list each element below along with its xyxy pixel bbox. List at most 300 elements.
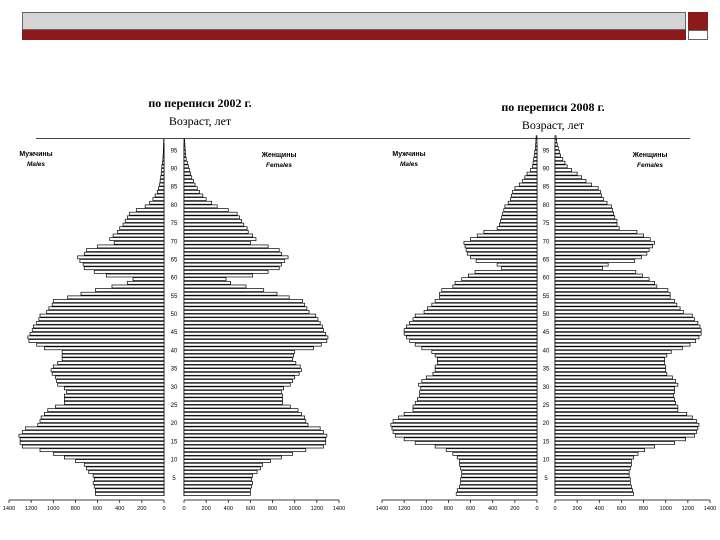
p2002-female-bar: [184, 270, 268, 273]
p2002-male-bar: [83, 263, 164, 266]
p2008-male-bar: [466, 249, 537, 252]
p2008-female-bar: [555, 194, 602, 197]
p2008-male-bar: [536, 139, 537, 142]
p2002-female-x-tick-label: 1400: [332, 506, 346, 512]
p2002-male-x-tick-label: 800: [70, 506, 81, 512]
p2008-male-bar: [453, 452, 537, 455]
p2008-female-bar: [555, 350, 671, 353]
p2002-female-bar: [184, 223, 244, 226]
p2002-female-bar: [184, 445, 324, 448]
p2002-female-bar: [184, 256, 288, 259]
p2002-age-tick-label: 5: [172, 475, 176, 482]
p2008-male-bar: [395, 434, 537, 437]
p2008-male-bar: [534, 154, 537, 157]
p2002-female-bar: [184, 187, 197, 190]
p2008-age-tick-label: 75: [542, 221, 550, 228]
p2002-age-tick-label: 70: [170, 239, 178, 246]
p2002-male-bar: [39, 318, 164, 321]
p2002-male-bar: [19, 434, 164, 437]
p2008-male-bar: [421, 387, 537, 390]
p2008-female-bar: [555, 478, 630, 481]
p2002-male-bar: [22, 431, 164, 434]
p2002-male-bar: [110, 238, 164, 241]
p2002-female-bar: [184, 172, 191, 175]
p2002-male-bar: [160, 183, 164, 186]
p2008-male-bar: [519, 183, 537, 186]
p2002-female-bar: [184, 332, 326, 335]
p2008-female-bar: [555, 489, 633, 492]
p2002-female-bar: [184, 405, 290, 408]
p2002-female-bar: [184, 274, 253, 277]
p2002-male-bar: [81, 292, 164, 295]
p2008-age-tick-label: 70: [542, 239, 550, 246]
p2008-male-bar: [533, 161, 537, 164]
p2002-female-bar: [184, 492, 250, 495]
p2008-male-bar: [464, 241, 537, 244]
p2008-female-bar: [555, 172, 577, 175]
p2008-male-bar: [410, 340, 537, 343]
p2008-male-x-tick-label: 1400: [375, 506, 389, 512]
p2008-female-x-tick-label: 1200: [681, 506, 695, 512]
p2002-male-bar: [114, 241, 164, 244]
p2002-male-bar: [80, 259, 164, 262]
p2008-female-bar: [555, 467, 630, 470]
p2002-male-bar: [95, 492, 164, 495]
p2008-male-bar: [435, 369, 537, 372]
p2002-male-bar: [162, 169, 164, 172]
p2002-female-bar: [184, 267, 279, 270]
p2008-male-x-tick-label: 1000: [420, 506, 433, 512]
p2002-female-bar: [184, 347, 314, 350]
p2008-male-bar: [420, 391, 537, 394]
p2008-female-bar: [555, 449, 645, 452]
p2008-male-x-tick-label: 200: [510, 506, 520, 512]
p2008-female-bar: [555, 245, 652, 248]
p2002-female-bar: [184, 481, 253, 484]
p2008-female-bar: [555, 136, 556, 139]
p2008-female-bar: [555, 438, 686, 441]
p2002-male-bar: [64, 456, 164, 459]
p2008-male-bar: [525, 176, 537, 179]
p2002-male-bar: [161, 176, 164, 179]
p2008-male-bar: [424, 310, 537, 313]
p2002-female-bar: [184, 321, 320, 324]
p2008-female-bar: [555, 300, 675, 303]
p2008-male-bar: [468, 274, 537, 277]
p2008-male-bar: [461, 481, 537, 484]
p2008-male-bar: [393, 431, 537, 434]
p2002-female-bar: [184, 409, 298, 412]
p2002-female-bar: [184, 460, 270, 463]
right-subtitle: Возраст, лет: [521, 118, 585, 132]
p2002-male-bar: [87, 467, 165, 470]
p2002-age-tick-label: 65: [170, 257, 178, 264]
p2008-male-bar: [460, 485, 538, 488]
p2008-female-bar: [555, 463, 631, 466]
p2002-female-bar: [184, 452, 293, 455]
p2002-male-bar: [20, 441, 164, 444]
p2008-male-bar: [460, 463, 538, 466]
p2002-female-bar: [184, 230, 248, 233]
p2002-male-bar: [40, 449, 164, 452]
p2008-age-tick-label: 95: [542, 148, 550, 155]
p2008-female-bar: [555, 190, 600, 193]
right-title: по переписи 2008 г.: [501, 100, 605, 114]
p2008-female-bar: [555, 372, 667, 375]
p2002-male-bar: [150, 201, 164, 204]
p2008-female-bar: [555, 485, 631, 488]
p2008-female-bar: [555, 420, 697, 423]
p2002-male-bar: [75, 460, 164, 463]
p2008-female-bar: [555, 369, 666, 372]
p2008-female-bar: [555, 445, 655, 448]
p2002-male-bar: [40, 420, 164, 423]
p2008-female-bar: [555, 481, 630, 484]
p2008-male-bar: [437, 358, 537, 361]
p2008-male-bar: [406, 336, 537, 339]
p2008-male-bar: [527, 172, 537, 175]
p2002-female-bar: [184, 412, 301, 415]
p2008-male-bar: [393, 420, 537, 423]
p2002-male-bar: [58, 361, 164, 364]
p2002-female-bar: [184, 161, 187, 164]
p2008-male-bar: [404, 412, 537, 415]
p2008-age-tick-label: 80: [542, 202, 550, 209]
p2008-female-bar: [555, 318, 695, 321]
p2002-males-label-en: Males: [26, 161, 46, 168]
p2008-female-bar: [555, 474, 629, 477]
p2008-female-bar: [555, 340, 696, 343]
p2008-female-bar: [555, 354, 667, 357]
p2008-male-bar: [415, 343, 537, 346]
p2008-male-bar: [484, 230, 537, 233]
p2002-male-bar: [155, 194, 164, 197]
p2008-female-bar: [555, 398, 675, 401]
p2002-female-bar: [184, 434, 327, 437]
p2002-male-bar: [89, 471, 164, 474]
p2008-female-bar: [555, 289, 668, 292]
p2008-male-bar: [536, 143, 537, 146]
p2002-male-bar: [94, 478, 164, 481]
p2008-male-bar: [461, 467, 537, 470]
p2002-female-bar: [184, 361, 296, 364]
p2002-female-bar: [184, 307, 307, 310]
p2002-female-bar: [184, 372, 299, 375]
p2008-female-x-tick-label: 600: [616, 506, 627, 512]
p2008-male-bar: [419, 383, 537, 386]
p2002-female-bar: [184, 194, 203, 197]
p2008-female-bar: [555, 365, 666, 368]
p2002-male-bar: [136, 209, 164, 212]
p2002-male-bar: [48, 409, 164, 412]
p2008-male-bar: [475, 270, 537, 273]
p2002-male-bar: [67, 391, 164, 394]
p2008-female-bar: [555, 267, 603, 270]
p2008-female-bar: [555, 387, 675, 390]
p2008-male-bar: [435, 354, 537, 357]
p2002-male-bar: [133, 278, 164, 281]
p2008-female-bar: [555, 198, 604, 201]
p2008-female-bar: [555, 209, 613, 212]
p2002-male-x-tick-label: 1000: [47, 506, 60, 512]
p2008-male-bar: [504, 209, 537, 212]
p2002-male-bar: [53, 300, 164, 303]
p2008-female-bar: [555, 427, 698, 430]
p2008-female-bar: [555, 230, 637, 233]
p2002-female-bar: [184, 369, 301, 372]
p2002-female-bar: [184, 278, 226, 281]
p2002-male-bar: [62, 358, 164, 361]
p2008-male-bar: [410, 321, 537, 324]
p2008-male-bar: [476, 259, 537, 262]
p2002-female-bar: [184, 190, 200, 193]
p2002-male-bar: [57, 380, 164, 383]
p2002-female-bar: [184, 176, 192, 179]
p2002-female-bar: [184, 300, 302, 303]
p2008-male-bar: [535, 147, 537, 150]
p2008-male-bar: [536, 136, 537, 139]
p2008-male-bar: [435, 445, 537, 448]
p2002-female-bar: [184, 241, 250, 244]
p2002-female-x-tick-label: 0: [182, 506, 186, 512]
p2008-male-bar: [426, 376, 537, 379]
p2008-female-bar: [555, 256, 641, 259]
p2008-male-bar: [477, 234, 537, 237]
p2008-age-tick-label: 65: [542, 257, 550, 264]
p2008-female-bar: [555, 409, 678, 412]
p2008-male-bar: [533, 165, 537, 168]
p2008-male-bar: [510, 198, 537, 201]
p2008-female-bar: [555, 238, 650, 241]
p2002-male-bar: [87, 249, 165, 252]
p2008-male-bar: [515, 187, 537, 190]
left-title: по переписи 2002 г.: [148, 96, 252, 110]
p2008-female-bar: [555, 139, 557, 142]
p2002-male-bar: [94, 270, 164, 273]
p2008-female-bar: [555, 416, 692, 419]
p2002-male-bar: [64, 401, 164, 404]
p2008-male-bar: [433, 372, 537, 375]
p2002-female-bar: [184, 350, 295, 353]
p2002-female-bar: [184, 252, 281, 255]
p2002-male-bar: [120, 227, 164, 230]
p2008-male-bar: [413, 405, 537, 408]
p2008-male-bar: [440, 292, 537, 295]
p2008-male-bar: [413, 318, 537, 321]
p2008-age-tick-label: 40: [542, 348, 550, 355]
p2008-female-bar: [555, 259, 635, 262]
p2002-male-bar: [68, 296, 164, 299]
p2002-male-bar: [157, 190, 164, 193]
p2002-age-tick-label: 25: [170, 403, 178, 410]
p2002-male-bar: [58, 383, 164, 386]
p2002-male-bar: [62, 354, 164, 357]
p2002-female-x-tick-label: 1200: [310, 506, 324, 512]
p2008-male-bar: [415, 314, 537, 317]
p2008-female-bar: [555, 347, 682, 350]
p2008-male-bar: [392, 427, 537, 430]
p2008-female-x-tick-label: 1000: [659, 506, 672, 512]
p2008-male-bar: [513, 190, 537, 193]
p2002-female-bar: [184, 358, 293, 361]
p2008-male-bar: [455, 281, 537, 284]
p2008-male-bar: [462, 278, 537, 281]
p2002-female-bar: [184, 471, 257, 474]
p2002-female-bar: [184, 340, 327, 343]
p2008-female-bar: [555, 234, 644, 237]
p2002-female-bar: [184, 325, 322, 328]
p2008-age-tick-label: 50: [542, 312, 550, 319]
p2002-female-bar: [184, 485, 252, 488]
p2008-female-bar: [555, 161, 565, 164]
p2002-female-x-tick-label: 800: [267, 506, 278, 512]
p2008-female-bar: [555, 212, 614, 215]
p2002-male-bar: [93, 481, 164, 484]
p2002-age-tick-label: 20: [170, 421, 178, 428]
p2002-female-bar: [184, 245, 268, 248]
p2002-female-bar: [184, 158, 186, 161]
p2008-male-bar: [440, 296, 537, 299]
p2008-female-bar: [555, 332, 701, 335]
p2008-male-bar: [465, 245, 537, 248]
p2008-female-x-tick-label: 1400: [703, 506, 717, 512]
p2008-female-bar: [555, 380, 676, 383]
p2008-female-bar: [555, 296, 670, 299]
p2002-female-bar: [184, 401, 283, 404]
p2002-male-bar: [38, 423, 164, 426]
p2008-male-bar: [500, 219, 537, 222]
p2008-female-bar: [555, 143, 557, 146]
p2002-male-bar: [53, 452, 164, 455]
p2008-male-bar: [422, 347, 537, 350]
p2002-female-bar: [184, 467, 260, 470]
p2002-age-tick-label: 90: [170, 166, 178, 173]
p2002-female-bar: [184, 416, 305, 419]
p2008-female-bar: [555, 343, 690, 346]
p2002-male-bar: [113, 234, 164, 237]
p2008-female-bar: [555, 201, 607, 204]
p2002-male-bar: [20, 438, 164, 441]
p2002-male-bar: [163, 154, 164, 157]
p2002-age-tick-label: 35: [170, 366, 178, 373]
p2008-male-bar: [404, 332, 537, 335]
p2002-female-bar: [184, 463, 263, 466]
p2008-female-bar: [555, 336, 699, 339]
p2002-male-bar: [29, 340, 164, 343]
p2002-male-bar: [37, 343, 164, 346]
p2002-female-bar: [184, 478, 252, 481]
p2002-male-bar: [106, 274, 164, 277]
p2002-male-bar: [64, 394, 164, 397]
p2008-female-bar: [555, 471, 629, 474]
p2002-age-tick-label: 30: [170, 384, 178, 391]
p2002-age-tick-label: 40: [170, 348, 178, 355]
p2002-male-bar: [28, 336, 164, 339]
p2008-male-bar: [534, 158, 537, 161]
p2002-male-x-tick-label: 1200: [24, 506, 38, 512]
p2008-male-bar: [471, 238, 537, 241]
p2002-female-bar: [184, 376, 295, 379]
p2002-female-bar: [184, 292, 277, 295]
p2008-male-bar: [415, 441, 537, 444]
p2008-female-bar: [555, 329, 701, 332]
p2002-female-bar: [184, 139, 185, 142]
p2002-female-x-tick-label: 1000: [288, 506, 301, 512]
p2002-female-bar: [184, 219, 242, 222]
p2008-age-tick-label: 60: [542, 275, 550, 282]
p2008-male-bar: [530, 169, 537, 172]
p2008-male-bar: [467, 252, 537, 255]
p2008-female-bar: [555, 187, 598, 190]
p2008-female-bar: [555, 452, 638, 455]
p2002-age-tick-label: 55: [170, 293, 178, 300]
p2008-male-bar: [462, 474, 537, 477]
p2008-male-bar: [502, 216, 537, 219]
p2008-female-bar: [555, 310, 683, 313]
p2008-age-tick-label: 90: [542, 166, 550, 173]
p2008-male-bar: [391, 423, 537, 426]
p2008-female-bar: [555, 274, 642, 277]
p2008-age-tick-label: 15: [542, 439, 550, 446]
p2008-male-bar: [471, 256, 537, 259]
p2002-female-bar: [184, 183, 195, 186]
p2008-female-bar: [555, 325, 700, 328]
p2008-male-bar: [442, 289, 537, 292]
p2002-female-bar: [184, 209, 228, 212]
p2008-female-bar: [555, 292, 670, 295]
p2002-male-x-tick-label: 400: [115, 506, 125, 512]
p2002-male-bar: [163, 147, 164, 150]
p2008-female-bar: [555, 278, 649, 281]
p2008-female-bar: [555, 241, 655, 244]
p2008-male-bar: [460, 460, 538, 463]
p2008-male-bar: [499, 223, 537, 226]
p2002-male-bar: [49, 307, 164, 310]
p2002-male-bar: [32, 329, 164, 332]
p2002-female-bar: [184, 394, 283, 397]
p2008-male-bar: [446, 449, 537, 452]
p2002-female-x-tick-label: 400: [223, 506, 233, 512]
p2008-female-bar: [555, 303, 677, 306]
p2008-male-x-tick-label: 600: [465, 506, 476, 512]
p2008-male-bar: [437, 361, 537, 364]
p2008-female-bar: [555, 252, 647, 255]
p2002-male-bar: [158, 187, 164, 190]
p2008-female-x-tick-label: 0: [553, 506, 557, 512]
p2002-male-bar: [94, 485, 164, 488]
p2002-female-bar: [184, 343, 321, 346]
p2002-female-bar: [184, 398, 283, 401]
p2002-female-bar: [184, 310, 309, 313]
p2002-male-bar: [98, 245, 164, 248]
p2008-female-bar: [555, 431, 697, 434]
p2002-age-tick-label: 15: [170, 439, 178, 446]
p2008-female-bar: [555, 361, 665, 364]
p2008-male-bar: [453, 285, 537, 288]
p2008-female-x-tick-label: 400: [594, 506, 604, 512]
p2002-female-bar: [184, 354, 294, 357]
p2002-female-bar: [184, 285, 246, 288]
p2002-age-tick-label: 50: [170, 312, 178, 319]
p2002-female-x-tick-label: 600: [245, 506, 256, 512]
p2002-females-label: Женщины: [261, 152, 297, 159]
p2008-male-bar: [432, 350, 537, 353]
p2002-age-tick-label: 60: [170, 275, 178, 282]
p2008-female-bar: [555, 183, 592, 186]
p2002-male-bar: [161, 172, 164, 175]
p2002-female-bar: [184, 169, 190, 172]
p2002-female-bar: [184, 489, 250, 492]
